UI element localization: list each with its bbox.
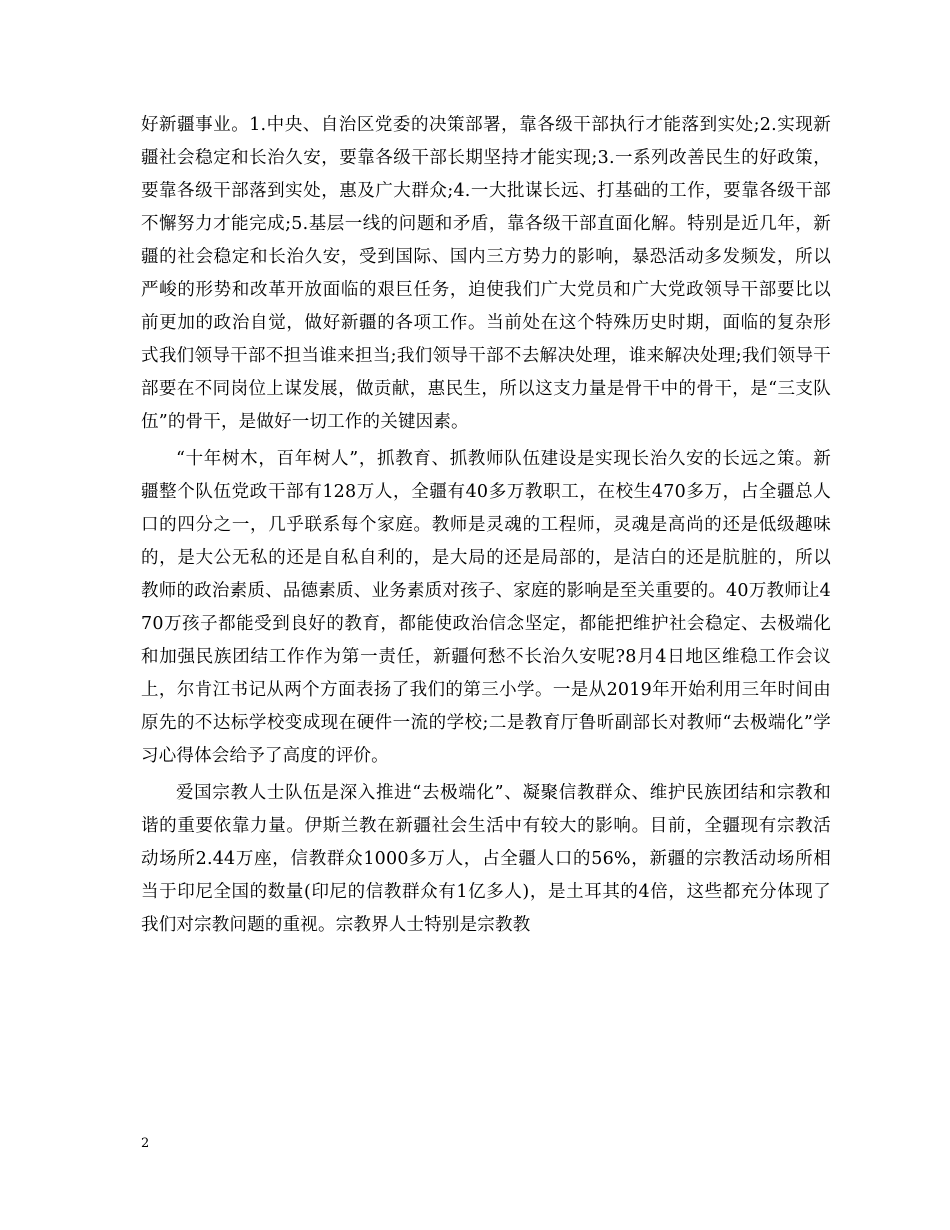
page-number: 2 [141,1136,150,1151]
paragraph-3: 爱国宗教人士队伍是深入推进“去极端化”、凝聚信教群众、维护民族团结和宗教和谐的重要依靠力量。伊斯兰教在新疆社会生活中有较大的影响。目前，全疆现有宗教活动场所2.44万座，信教群众1000多万人，占全疆人口的56%，新疆的宗教活动场所相当于印尼全国的数量(印尼的信教群众有1亿多人)，是土耳其的4倍，这些都充分体现了我们对宗教问题的重视。宗教界人士特别是宗教教 [141,783,831,935]
paragraph-2: “十年树木，百年树人”，抓教育、抓教师队伍建设是实现长治久安的长远之策。新疆整个队伍党政干部有128万人，全疆有40多万教职工，在校生470多万，占全疆总人口的四分之一，几乎联系每个家庭。教师是灵魂的工程师，灵魂是高尚的还是低级趣味的，是大公无私的还是自私自利的，是大局的还是局部的，是洁白的还是肮脏的，所以教师的政治素质、品德素质、业务素质对孩子、家庭的影响是至关重要的。40万教师让470万孩子都能受到良好的教育，都能使政治信念坚定，都能把维护社会稳定、去极端化和加强民族团结工作作为第一责任，新疆何愁不长治久安呢?8月4日地区维稳工作会议上，尔肯江书记从两个方面表扬了我们的第三小学。一是从2019年开始利用三年时间由原先的不达标学校变成现在硬件一流的学校;二是教育厅鲁昕副部长对教师“去极端化”学习心得体会给予了高度的评价。 [141,449,831,766]
paragraph-1: 好新疆事业。1.中央、自治区党委的决策部署，靠各级干部执行才能落到实处;2.实现新疆社会稳定和长治久安，要靠各级干部长期坚持才能实现;3.一系列改善民生的好政策，要靠各级干部落到实处，惠及广大群众;4.一大批谋长远、打基础的工作，要靠各级干部不懈努力才能完成;5.基层一线的问题和矛盾，靠各级干部直面化解。特别是近几年，新疆的社会稳定和长治久安，受到国际、国内三方势力的影响，暴恐活动多发频发，所以严峻的形势和改革开放面临的艰巨任务，迫使我们广大党员和广大党政领导干部要比以前更加的政治自觉，做好新疆的各项工作。当前处在这个特殊历史时期，面临的复杂形式我们领导干部不担当谁来担当;我们领导干部不去解决处理，谁来解决处理;我们领导干部要在不同岗位上谋发展，做贡献，惠民生，所以这支力量是骨干中的骨干，是“三支队伍”的骨干，是做好一切工作的关键因素。 [141,115,831,432]
body-text [141,109,831,942]
